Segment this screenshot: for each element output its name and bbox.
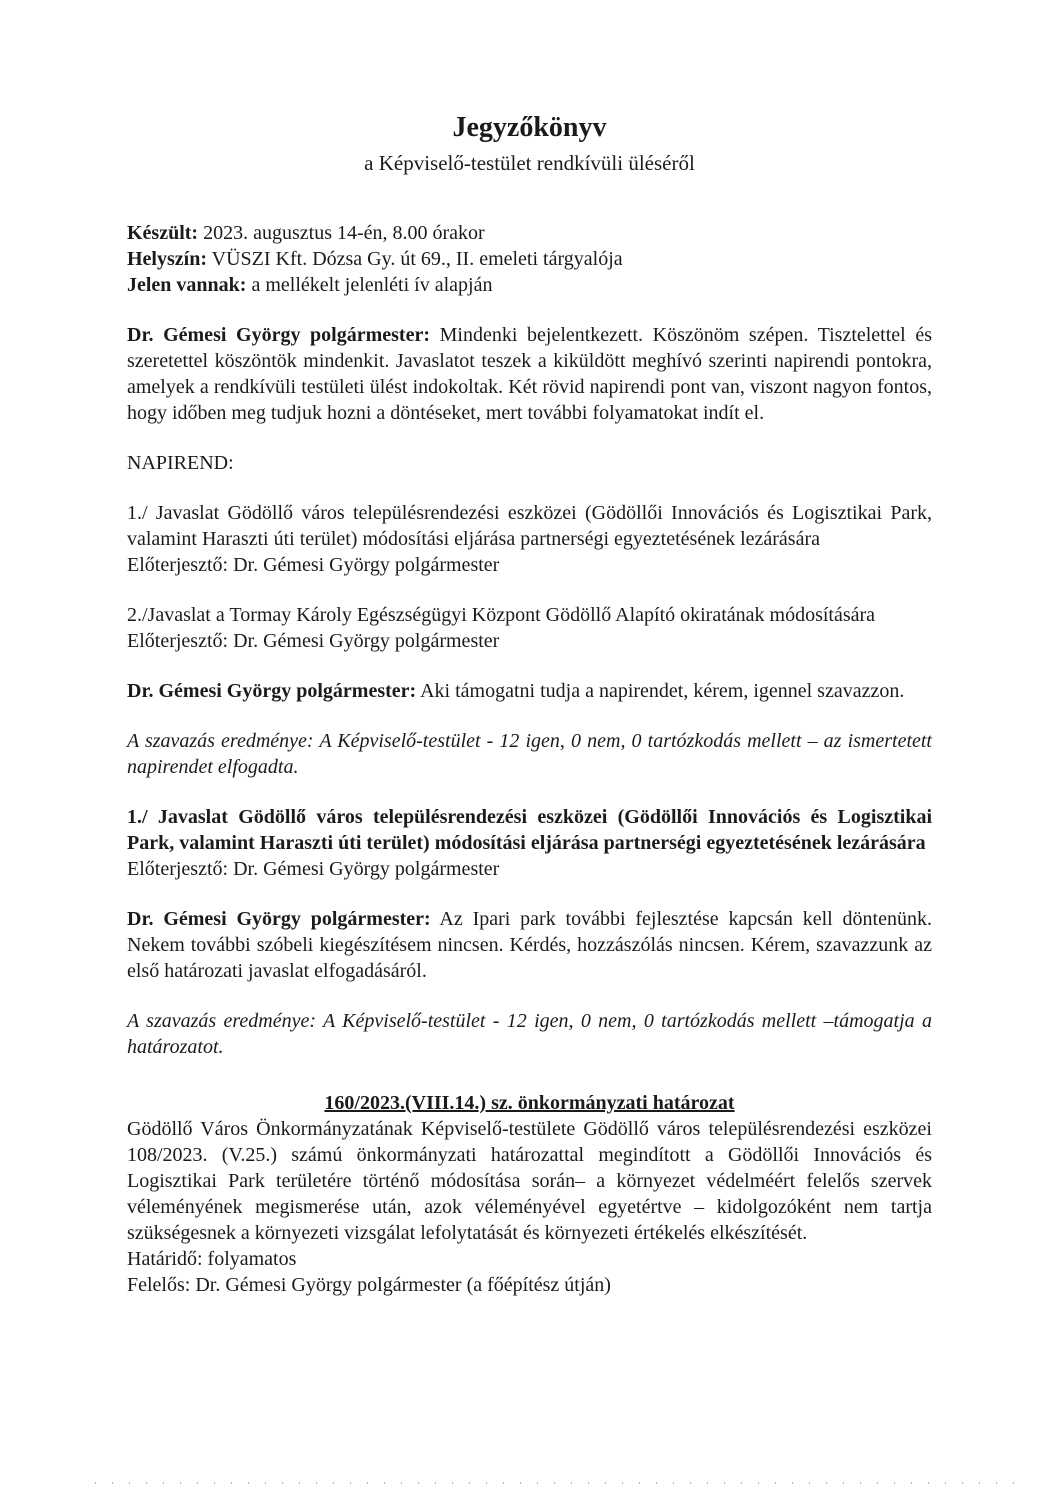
resolution-responsible: Felelős: Dr. Gémesi György polgármester (a főépítész útján) — [127, 1274, 611, 1296]
meta-location — [127, 246, 932, 272]
speech-opening — [127, 322, 932, 426]
resolution-deadline: Határidő: folyamatos — [127, 1248, 297, 1270]
agenda-heading: NAPIREND: — [127, 452, 234, 474]
meta-present — [127, 272, 932, 298]
item1-presenter: Előterjesztő: Dr. Gémesi György polgármester — [127, 858, 500, 880]
agenda-item-1 — [127, 500, 932, 578]
speech-text: Aki támogatni tudja a napirendet, kérem, igennel szavazzon. — [420, 680, 905, 702]
speech-item1 — [127, 906, 932, 984]
agenda-item-2-presenter: Előterjesztő: Dr. Gémesi György polgármester — [127, 630, 500, 652]
resolution-heading: 160/2023.(VIII.14.) sz. önkormányzati határozat — [324, 1092, 735, 1114]
meta-made-value: 2023. augusztus 14-én, 8.00 órakor — [203, 222, 485, 244]
speaker-name: Dr. Gémesi György polgármester: — [127, 324, 431, 346]
speaker-name: Dr. Gémesi György polgármester: — [127, 680, 417, 702]
meta-location-value: VÜSZI Kft. Dózsa Gy. út 69., II. emeleti tárgyalója — [211, 248, 623, 270]
meta-present-label: Jelen vannak: — [127, 274, 247, 296]
agenda-item-2-body: 2./Javaslat a Tormay Károly Egészségügyi Központ Gödöllő Alapító okiratának módosítására — [127, 604, 876, 626]
meta-made-label: Készült: — [127, 222, 199, 244]
agenda-item-1-presenter: Előterjesztő: Dr. Gémesi György polgármester — [127, 554, 500, 576]
meta-present-value: a mellékelt jelenléti ív alapján — [251, 274, 493, 296]
agenda-item-1-body: 1./ Javaslat Gödöllő város településrendezési eszközei (Gödöllői Innovációs és Logisztikai Park, valamint Haraszti úti terület) módosítási eljárása partnerségi egyeztetésének lezárására — [127, 502, 932, 550]
agenda-item-2 — [127, 602, 932, 654]
speaker-name: Dr. Gémesi György polgármester: — [127, 908, 431, 930]
speech-text: Az Ipari park további fejlesztése kapcsán kell döntenünk. Nekem további szóbeli kiegészítésem nincsen. Kérdés, hozzászólás nincsen. Kérem, szavazzunk az első határozati javaslat elfogadásáról. — [127, 908, 932, 982]
scan-artifact-dots — [95, 1482, 1030, 1484]
meta-location-label: Helyszín: — [127, 248, 207, 270]
speech-text: Mindenki bejelentkezett. Köszönöm szépen. Tisztelettel és szeretettel köszöntök mindenkit. Javaslatot teszek a kiküldött meghívó szerinti napirendi pontokra, amelyek a rendkívüli testületi ülést indokoltak. Két rövid napirendi pont van, viszont nagyon fontos, hogy időben meg tudjuk hozni a döntéseket, mert további folyamatokat indít el. — [127, 324, 932, 424]
vote-result-agenda: A szavazás eredménye: A Képviselő-testület - 12 igen, 0 nem, 0 tartózkodás mellett – az ismertetett napirendet elfogadta. — [127, 730, 932, 778]
item1-heading: 1./ Javaslat Gödöllő város településrendezési eszközei (Gödöllői Innovációs és Logisztikai Park, valamint Haraszti úti terület) módosítási eljárása partnerségi egyeztetésének lezárására — [127, 806, 932, 854]
meta-block — [127, 220, 932, 298]
speech-vote-call — [127, 678, 932, 704]
meta-made — [127, 220, 932, 246]
item1-section — [127, 804, 932, 882]
page-subtitle: a Képviselő-testület rendkívüli üléséről — [364, 151, 695, 175]
vote-result-item1: A szavazás eredménye: A Képviselő-testület - 12 igen, 0 nem, 0 tartózkodás mellett –támogatja a határozatot. — [127, 1010, 932, 1058]
page-title: Jegyzőkönyv — [452, 112, 607, 143]
resolution-body: Gödöllő Város Önkormányzatának Képviselő-testülete Gödöllő város településrendezési eszközei 108/2023. (V.25.) számú önkormányzati határozattal megindított a Gödöllői Innovációs és Logisztikai Park területére történő módosítása során– a környezet védelméért felelős szervek véleményének megismerése után, azok véleményével egyetértve – kidolgozóként nem tartja szükségesnek a környezeti vizsgálat lefolytatását és környezeti értékelés elkészítését. — [127, 1118, 932, 1244]
